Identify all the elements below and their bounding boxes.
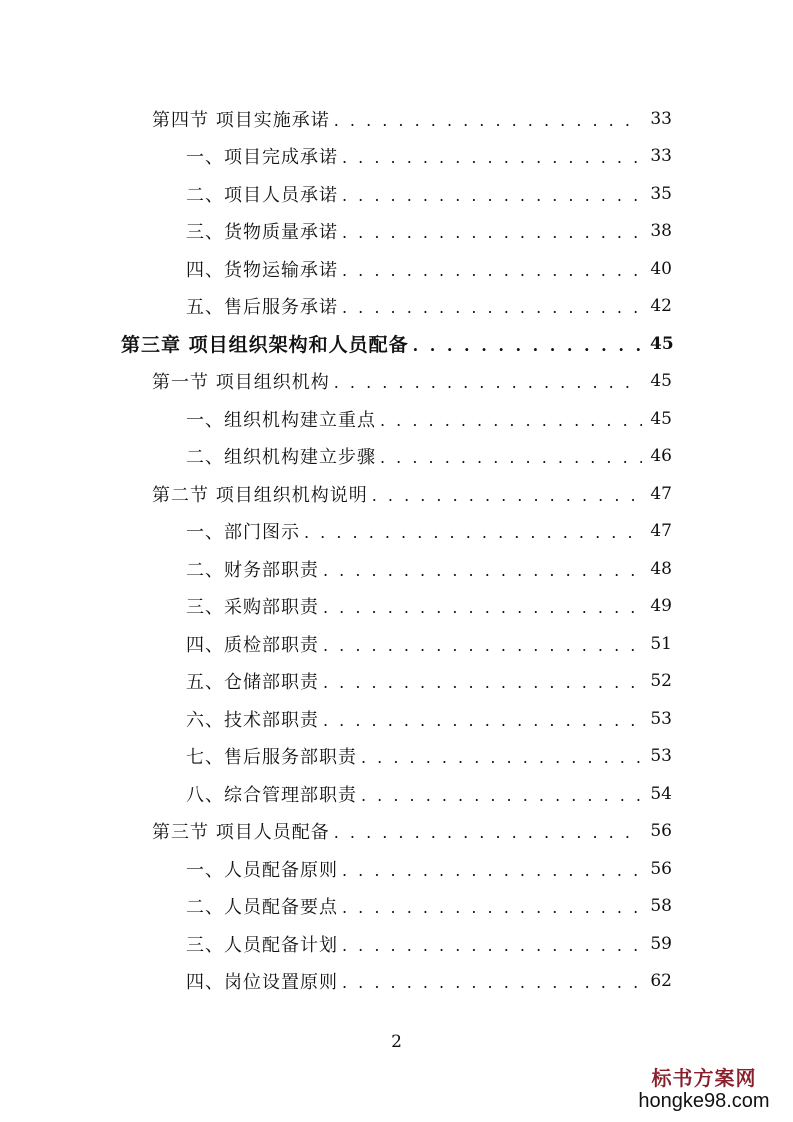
toc-entry-page: 48 bbox=[650, 558, 672, 579]
toc-entry-label: 二、项目人员承诺 bbox=[186, 184, 338, 206]
toc-entry-page: 56 bbox=[650, 821, 672, 842]
toc-dot-leader bbox=[334, 375, 642, 391]
toc-entry-page: 54 bbox=[650, 783, 672, 804]
toc-entry-label: 第四节 项目实施承诺 bbox=[152, 109, 330, 131]
table-of-contents bbox=[0, 100, 793, 1000]
toc-entry-page: 49 bbox=[650, 596, 672, 617]
toc-dot-leader bbox=[334, 113, 642, 129]
toc-dot-leader bbox=[323, 600, 642, 616]
toc-subsection-entry[interactable] bbox=[0, 850, 793, 888]
toc-entry-page: 59 bbox=[650, 933, 672, 954]
watermark bbox=[629, 1066, 779, 1112]
toc-entry-label: 五、仓储部职责 bbox=[186, 672, 319, 694]
toc-entry-label: 四、岗位设置原则 bbox=[186, 972, 338, 994]
toc-subsection-entry[interactable] bbox=[0, 588, 793, 626]
toc-entry-page: 35 bbox=[650, 183, 672, 204]
toc-dot-leader bbox=[342, 300, 642, 316]
toc-subsection-entry[interactable] bbox=[0, 550, 793, 588]
toc-subsection-entry[interactable] bbox=[0, 663, 793, 701]
toc-dot-leader bbox=[361, 788, 642, 804]
toc-dot-leader bbox=[380, 450, 642, 466]
toc-entry-label: 二、财务部职责 bbox=[186, 559, 319, 581]
toc-entry-page: 51 bbox=[650, 633, 672, 654]
toc-entry-label: 第三章 项目组织架构和人员配备 bbox=[121, 334, 409, 357]
toc-entry-page: 33 bbox=[650, 108, 672, 129]
toc-subsection-entry[interactable] bbox=[0, 775, 793, 813]
toc-dot-leader bbox=[342, 938, 642, 954]
toc-subsection-entry[interactable] bbox=[0, 438, 793, 476]
toc-dot-leader bbox=[323, 563, 642, 579]
toc-subsection-entry[interactable] bbox=[0, 700, 793, 738]
toc-entry-label: 一、部门图示 bbox=[186, 522, 300, 544]
toc-entry-label: 六、技术部职责 bbox=[186, 709, 319, 731]
toc-dot-leader bbox=[342, 150, 642, 166]
toc-dot-leader bbox=[342, 900, 642, 916]
toc-entry-label: 一、人员配备原则 bbox=[186, 859, 338, 881]
toc-entry-page: 62 bbox=[650, 971, 672, 992]
toc-entry-page: 45 bbox=[650, 333, 674, 354]
toc-subsection-entry[interactable] bbox=[0, 513, 793, 551]
toc-dot-leader bbox=[372, 488, 642, 504]
toc-subsection-entry[interactable] bbox=[0, 888, 793, 926]
page-number: 2 bbox=[391, 1032, 402, 1052]
toc-entry-page: 58 bbox=[650, 896, 672, 917]
toc-entry-label: 四、货物运输承诺 bbox=[186, 259, 338, 281]
toc-entry-label: 三、采购部职责 bbox=[186, 597, 319, 619]
toc-section-entry[interactable] bbox=[0, 100, 793, 138]
toc-subsection-entry[interactable] bbox=[0, 738, 793, 776]
toc-dot-leader bbox=[361, 750, 642, 766]
toc-subsection-entry[interactable] bbox=[0, 288, 793, 326]
watermark-url: hongke98.com bbox=[638, 1090, 770, 1112]
toc-entry-page: 53 bbox=[650, 746, 672, 767]
toc-dot-leader bbox=[342, 225, 642, 241]
toc-subsection-entry[interactable] bbox=[0, 925, 793, 963]
toc-entry-label: 第三节 项目人员配备 bbox=[152, 822, 330, 844]
toc-entry-page: 52 bbox=[650, 671, 672, 692]
toc-dot-leader bbox=[342, 263, 642, 279]
toc-entry-page: 45 bbox=[650, 371, 672, 392]
toc-entry-label: 三、货物质量承诺 bbox=[186, 222, 338, 244]
toc-entry-label: 一、组织机构建立重点 bbox=[186, 409, 376, 431]
toc-entry-page: 46 bbox=[650, 446, 672, 467]
toc-entry-label: 二、组织机构建立步骤 bbox=[186, 447, 376, 469]
toc-subsection-entry[interactable] bbox=[0, 138, 793, 176]
toc-subsection-entry[interactable] bbox=[0, 213, 793, 251]
toc-dot-leader bbox=[342, 863, 642, 879]
toc-entry-label: 三、人员配备计划 bbox=[186, 934, 338, 956]
toc-entry-label: 第一节 项目组织机构 bbox=[152, 372, 330, 394]
toc-entry-page: 38 bbox=[650, 221, 672, 242]
toc-entry-label: 一、项目完成承诺 bbox=[186, 147, 338, 169]
toc-subsection-entry[interactable] bbox=[0, 625, 793, 663]
toc-entry-page: 47 bbox=[650, 483, 672, 504]
toc-dot-leader bbox=[334, 825, 642, 841]
toc-dot-leader bbox=[323, 713, 642, 729]
toc-section-entry[interactable] bbox=[0, 475, 793, 513]
toc-dot-leader bbox=[304, 525, 642, 541]
toc-entry-label: 七、售后服务部职责 bbox=[186, 747, 357, 769]
toc-entry-page: 47 bbox=[650, 521, 672, 542]
toc-entry-page: 42 bbox=[650, 296, 672, 317]
toc-entry-page: 40 bbox=[650, 258, 672, 279]
toc-subsection-entry[interactable] bbox=[0, 400, 793, 438]
toc-entry-page: 33 bbox=[650, 146, 672, 167]
toc-entry-label: 第二节 项目组织机构说明 bbox=[152, 484, 368, 506]
toc-dot-leader bbox=[323, 675, 642, 691]
toc-dot-leader bbox=[323, 638, 642, 654]
toc-entry-page: 53 bbox=[650, 708, 672, 729]
toc-dot-leader bbox=[413, 338, 642, 354]
toc-subsection-entry[interactable] bbox=[0, 175, 793, 213]
toc-dot-leader bbox=[342, 188, 642, 204]
toc-dot-leader bbox=[342, 975, 642, 991]
toc-section-entry[interactable] bbox=[0, 363, 793, 401]
toc-entry-label: 五、售后服务承诺 bbox=[186, 297, 338, 319]
toc-entry-page: 45 bbox=[650, 408, 672, 429]
watermark-name: 标书方案网 bbox=[651, 1066, 757, 1090]
toc-entry-label: 二、人员配备要点 bbox=[186, 897, 338, 919]
toc-chapter-entry[interactable] bbox=[0, 325, 793, 363]
toc-dot-leader bbox=[380, 413, 642, 429]
toc-section-entry[interactable] bbox=[0, 813, 793, 851]
toc-entry-label: 八、综合管理部职责 bbox=[186, 784, 357, 806]
toc-entry-page: 56 bbox=[650, 858, 672, 879]
toc-subsection-entry[interactable] bbox=[0, 963, 793, 1001]
toc-entry-label: 四、质检部职责 bbox=[186, 634, 319, 656]
toc-subsection-entry[interactable] bbox=[0, 250, 793, 288]
